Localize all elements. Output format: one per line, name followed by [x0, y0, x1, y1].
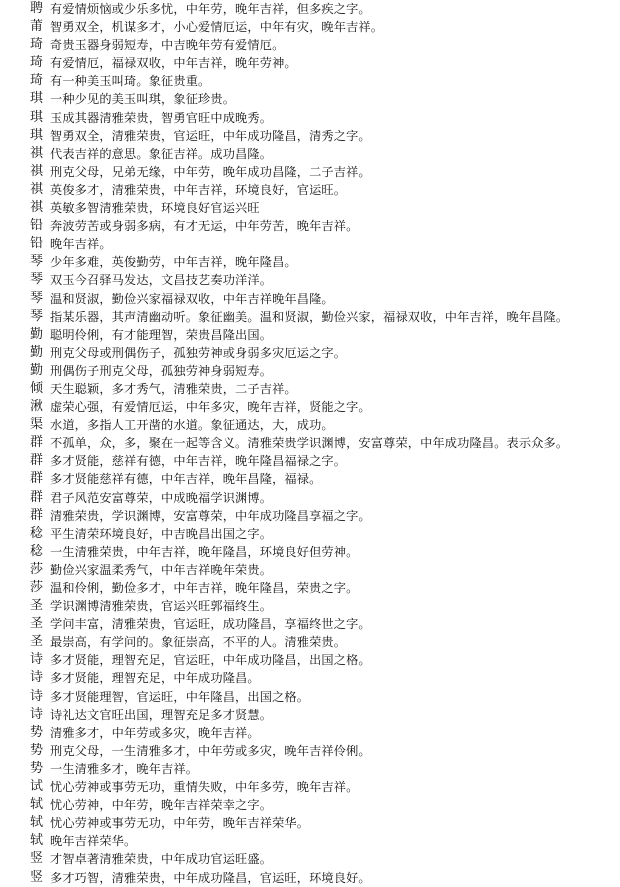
entry-character: 勤 — [30, 362, 44, 378]
entry-row — [30, 561, 620, 579]
entry-row — [30, 706, 620, 724]
entry-description: 忧心劳神，中年劳，晚年吉祥荣幸之字。 — [50, 798, 273, 813]
entry-description: 刑克父母或刑偶伤子，孤独劳神或身弱多灾厄运之字。 — [50, 345, 347, 360]
entry-row — [30, 778, 620, 796]
entry-row — [30, 850, 620, 868]
entry-description: 指某乐器，其声清幽动听。象征幽美。温和贤淑，勤俭兴家，福禄双收，中年吉祥，晚年昌隆。 — [50, 309, 569, 324]
entry-character: 莎 — [30, 561, 44, 577]
entry-character: 群 — [30, 435, 44, 451]
entry-description: 温和贤淑，勤俭兴家福禄双收，中年吉祥晚年昌隆。 — [50, 291, 334, 306]
entry-description: 刑偶伤子刑克父母，孤独劳神身弱短寿。 — [50, 363, 273, 378]
entry-row — [30, 434, 620, 452]
entry-row — [30, 271, 620, 289]
entry-character: 群 — [30, 453, 44, 469]
entry-character: 势 — [30, 724, 44, 740]
entry-row — [30, 127, 620, 145]
entry-description: 英敏多智清雅荣贵，环境良好官运兴旺 — [50, 201, 260, 216]
entry-description: 玉成其器清雅荣贵，智勇官旺中成晚秀。 — [50, 110, 273, 125]
entry-row — [30, 489, 620, 507]
entry-description: 晚年吉祥。 — [50, 237, 112, 252]
entry-row — [30, 18, 620, 36]
entry-character: 渠 — [30, 417, 44, 433]
entry-character: 轼 — [30, 797, 44, 813]
entry-character: 琪 — [30, 109, 44, 125]
entry-description: 水道，多指人工开凿的水道。象征通达，大，成功。 — [50, 418, 334, 433]
entry-row — [30, 181, 620, 199]
entry-character: 祺 — [30, 163, 44, 179]
entry-row — [30, 54, 620, 72]
entry-row — [30, 326, 620, 344]
entry-row — [30, 742, 620, 760]
entry-description: 清雅荣贵，学识渊博，安富尊荣，中年成功隆昌享福之字。 — [50, 508, 371, 523]
entry-description: 诗礼达文官旺出国，理智充足多才贤慧。 — [50, 707, 273, 722]
entry-row — [30, 579, 620, 597]
entry-description: 虚荣心强，有爱情厄运，中年多灾，晚年吉祥，贤能之字。 — [50, 400, 371, 415]
entry-character: 竖 — [30, 851, 44, 867]
entry-description: 奇贵玉器身弱短寿，中吉晚年劳有爱情厄。 — [50, 38, 285, 53]
entry-character: 勤 — [30, 326, 44, 342]
entry-description: 聪明伶俐，有才能理智，荣贵昌隆出国。 — [50, 327, 273, 342]
entry-character: 圣 — [30, 634, 44, 650]
entry-character: 试 — [30, 779, 44, 795]
entry-row — [30, 253, 620, 271]
entry-description: 学问丰富，清雅荣贵，官运旺，成功隆昌，享福终世之字。 — [50, 617, 371, 632]
entry-character: 圣 — [30, 616, 44, 632]
entry-row — [30, 290, 620, 308]
entry-character: 祺 — [30, 145, 44, 161]
entry-row — [30, 109, 620, 127]
entry-row — [30, 633, 620, 651]
entry-character: 莆 — [30, 19, 44, 35]
entry-row — [30, 525, 620, 543]
entry-character: 铅 — [30, 218, 44, 234]
entry-row — [30, 217, 620, 235]
entry-description: 多才贤能理智，官运旺，中年隆昌，出国之格。 — [50, 689, 310, 704]
entry-description: 多才巧智，清雅荣贵，中年成功隆昌，官运旺，环境良好。 — [50, 870, 371, 885]
entry-row — [30, 832, 620, 850]
entry-character: 诗 — [30, 652, 44, 668]
entry-description: 刑克父母，一生清雅多才，中年劳或多灾，晚年吉祥伶俐。 — [50, 743, 371, 758]
entry-description: 最崇高，有学问的。象征崇高，不平的人。清雅荣贵。 — [50, 635, 347, 650]
entry-description: 学识渊博清雅荣贵，官运兴旺郭福终生。 — [50, 599, 273, 614]
entry-description: 一生清雅荣贵，中年吉祥，晚年隆昌，环境良好但劳神。 — [50, 544, 359, 559]
entry-row — [30, 163, 620, 181]
entry-description: 温和伶俐，勤俭多才，中年吉祥，晚年隆昌，荣贵之字。 — [50, 581, 359, 595]
entry-description: 双玉今召驿马发达，文昌技艺奏功洋洋。 — [50, 273, 273, 288]
entry-row — [30, 416, 620, 434]
entry-row — [30, 235, 620, 253]
entry-character: 琦 — [30, 55, 44, 71]
entry-character: 琪 — [30, 127, 44, 143]
entry-description: 少年多难，英俊勤劳，中年吉祥，晚年隆昌。 — [50, 255, 297, 270]
entry-description: 刑克父母，兄弟无缘，中年劳，晚年成功昌隆，二子吉祥。 — [50, 164, 371, 179]
entry-row — [30, 452, 620, 470]
entry-row — [30, 470, 620, 488]
entry-character: 聘 — [30, 1, 44, 16]
entry-row — [30, 0, 620, 18]
entry-character: 势 — [30, 760, 44, 776]
entry-row — [30, 199, 620, 217]
entry-row — [30, 398, 620, 416]
entry-character: 湫 — [30, 399, 44, 415]
entry-description: 忧心劳神或事劳无功，重情失败，中年多劳，晚年吉祥。 — [50, 780, 359, 795]
entry-description: 多才贤能，慈祥有德，中年吉祥，晚年隆昌福禄之字。 — [50, 454, 347, 469]
entry-description: 智勇双全，机谋多才，小心爱情厄运，中年有灾，晚年吉祥。 — [50, 20, 384, 35]
entry-character: 群 — [30, 489, 44, 505]
entry-character: 莎 — [30, 580, 44, 595]
entry-character: 琪 — [30, 91, 44, 107]
entry-row — [30, 724, 620, 742]
entry-row — [30, 145, 620, 163]
entry-row — [30, 90, 620, 108]
entry-description: 天生聪颖，多才秀气，清雅荣贵，二子吉祥。 — [50, 381, 297, 396]
entry-character: 琴 — [30, 290, 44, 306]
entry-character: 稔 — [30, 543, 44, 559]
entry-character: 诗 — [30, 688, 44, 704]
entry-description: 代表吉祥的意思。象征吉祥。成功昌隆。 — [50, 146, 273, 161]
entry-row — [30, 36, 620, 54]
entry-character: 倾 — [30, 380, 44, 396]
entry-character: 琦 — [30, 73, 44, 89]
entry-description: 一生清雅多才，晚年吉祥。 — [50, 761, 199, 776]
entry-character: 祺 — [30, 181, 44, 197]
entry-row — [30, 669, 620, 687]
entry-description: 勤俭兴家温柔秀气，中年吉祥晚年荣贵。 — [50, 562, 273, 577]
entry-character: 轼 — [30, 833, 44, 849]
entry-description: 有一种美玉叫琦。象征贵重。 — [50, 74, 211, 89]
entry-description: 才智卓著清雅荣贵，中年成功官运旺盛。 — [50, 852, 273, 867]
entry-character: 勤 — [30, 344, 44, 360]
entry-description: 多才贤能，理智充足，中年成功隆昌。 — [50, 671, 260, 686]
entry-character: 群 — [30, 471, 44, 487]
entry-row — [30, 869, 620, 887]
entry-row — [30, 72, 620, 90]
entry-description: 英俊多才，清雅荣贵，中年吉祥，环境良好，官运旺。 — [50, 182, 347, 197]
entry-character: 诗 — [30, 706, 44, 722]
entry-row — [30, 688, 620, 706]
entry-row — [30, 308, 620, 326]
entry-row — [30, 651, 620, 669]
entry-character: 琴 — [30, 272, 44, 288]
entry-character: 势 — [30, 742, 44, 758]
entry-description: 君子风范安富尊荣，中成晚福学识渊博。 — [50, 490, 273, 505]
entry-character: 圣 — [30, 598, 44, 614]
entry-description: 有爱情厄，福禄双收，中年吉祥，晚年劳神。 — [50, 56, 297, 71]
entry-description: 忧心劳神或事劳无功，中年劳，晚年吉祥荣华。 — [50, 816, 310, 831]
entry-character: 琴 — [30, 254, 44, 270]
entry-row — [30, 615, 620, 633]
entry-description: 清雅多才，中年劳或多灾，晚年吉祥。 — [50, 725, 260, 740]
entry-row — [30, 760, 620, 778]
entry-row — [30, 543, 620, 561]
entry-row — [30, 507, 620, 525]
entry-description: 有爱情烦恼或少乐多忧，中年劳，晚年吉祥，但多疾之字。 — [50, 2, 371, 16]
entry-row — [30, 597, 620, 615]
entry-row — [30, 796, 620, 814]
entry-description: 多才贤能，理智充足，官运旺，中年成功隆昌，出国之格。 — [50, 653, 371, 668]
entry-description: 智勇双全，清雅荣贵，官运旺，中年成功隆昌，清秀之字。 — [50, 128, 371, 143]
entry-row — [30, 814, 620, 832]
entry-description: 多才贤能慈祥有德，中年吉祥，晚年昌隆，福禄。 — [50, 472, 322, 487]
entry-row — [30, 362, 620, 380]
entry-character: 诗 — [30, 670, 44, 686]
entry-description: 一种少见的美玉叫琪，象征珍贵。 — [50, 92, 236, 107]
entry-character: 祺 — [30, 200, 44, 216]
entry-description: 奔波劳苦或身弱多病，有才无运，中年劳苦，晚年吉祥。 — [50, 219, 359, 234]
entry-description: 不孤单，众，多，聚在一起等含义。清雅荣贵学识渊博，安富尊荣，中年成功隆昌。表示众多。 — [50, 436, 569, 451]
entry-character: 轼 — [30, 815, 44, 831]
entry-character: 琴 — [30, 308, 44, 324]
entry-row — [30, 344, 620, 362]
entry-description: 晚年吉祥荣华。 — [50, 834, 137, 849]
entry-character: 铅 — [30, 236, 44, 252]
entry-character: 群 — [30, 507, 44, 523]
entry-character: 竖 — [30, 869, 44, 885]
entry-row — [30, 380, 620, 398]
entry-character: 琦 — [30, 37, 44, 53]
entry-description: 平生清荣环境良好，中吉晚昌出国之字。 — [50, 526, 273, 541]
entry-character: 稔 — [30, 525, 44, 541]
